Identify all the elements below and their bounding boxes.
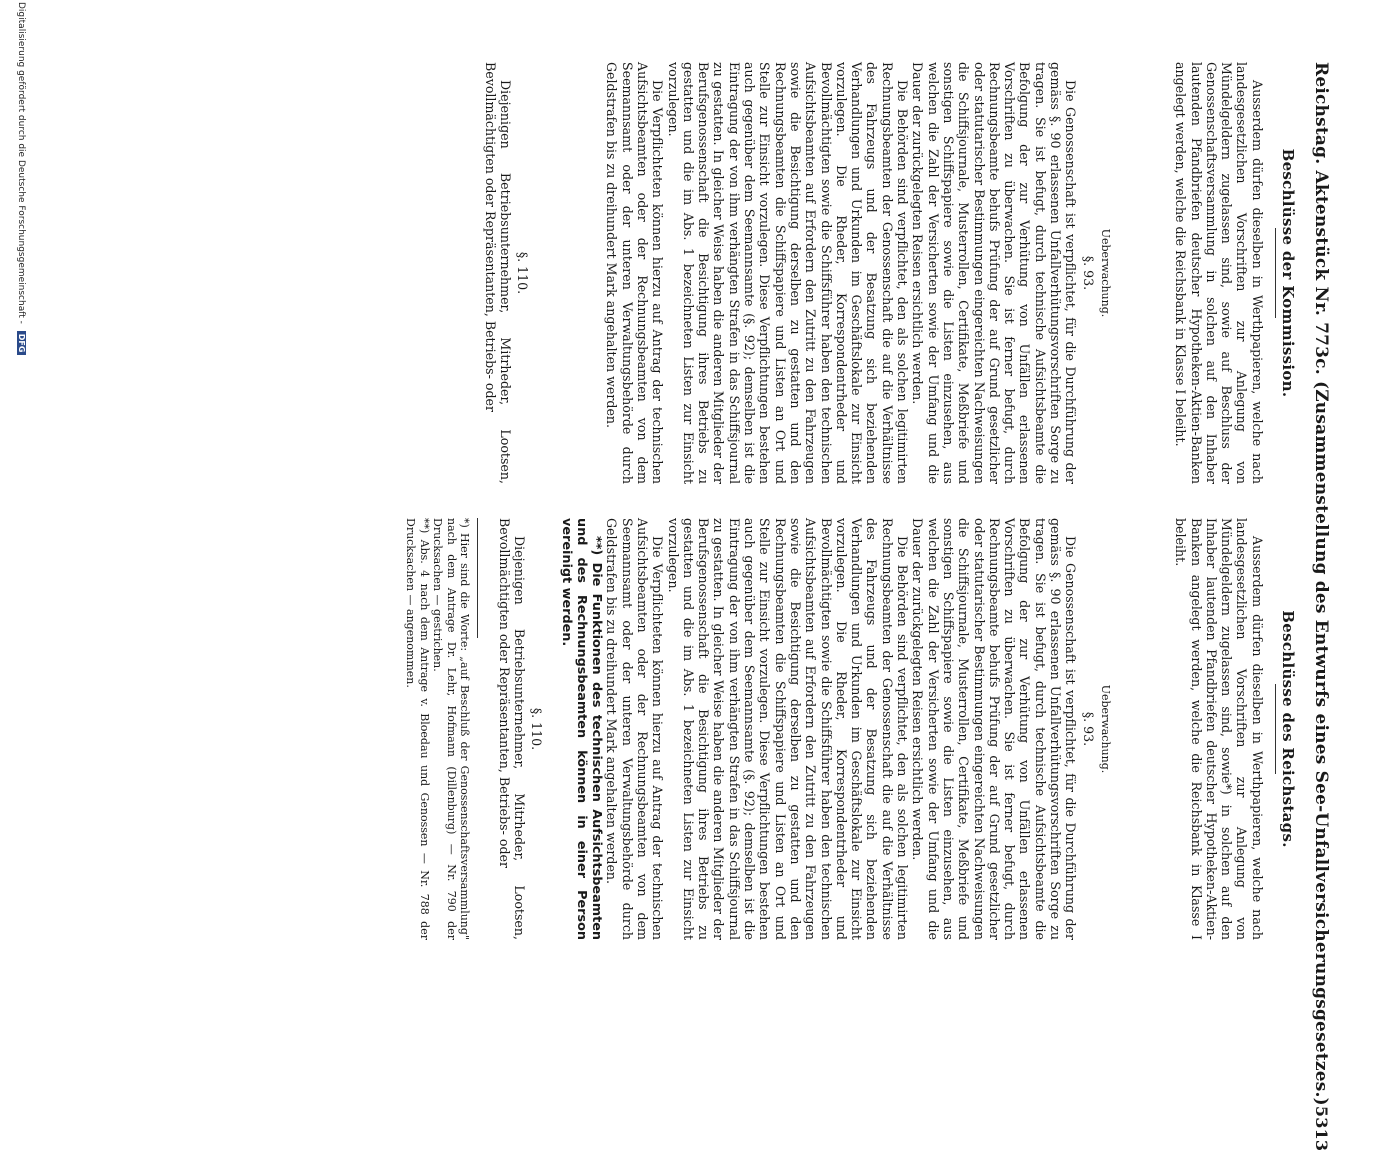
credit-text: Digitalisierung gefördert durch die Deutsche Forschungsgemeinschaft -: [16, 2, 26, 324]
running-head: [1311, 62, 1331, 1151]
footnote-1: *) Hier sind die Worte: „auf Beschluß der Genossenschaftsversammlung" nach dem Antrage Dr. Lehr, Hofmann (Dillenburg) — Nr. 790 der Drucksachen — gestrichen.: [431, 518, 472, 940]
column-heading-reichstag: Beschlüsse des Reichstags.: [1279, 610, 1297, 848]
section-number-110: §. 110.: [529, 707, 545, 751]
intro-paragraph: Ausserdem dürfen dieselben in Werthpapieren, welche nach landesgesetzlichen Vorschriften zur Anlegung von Mündelgeldern zugelassen sind, sowie auf Beschluss der Genossenschaftsversammlung in solchen auf den Inhaber lautenden Pfandbriefen deutscher Hypotheken-Aktien-Banken angelegt werden, welche die Reichsbank in Klasse I beleiht.: [1173, 62, 1265, 484]
paragraph-bold-amendment: **) Die Funktionen des technischen Aufsichtsbeamten und des Rechnungsbeamten können in einer Person vereinigt werden.: [558, 518, 605, 940]
section-label: Ueberwachung.: [1098, 228, 1112, 318]
section-number-93: §. 93.: [1080, 255, 1096, 291]
page-number: 5313: [1312, 1105, 1331, 1151]
paragraph-2: Die Behörden sind verpflichtet, den als solchen legitimirten Rechnungsbeamten der Genossenschaft die auf die Verhältnisse des Fahrzeugs und der Besatzung sich beziehenden Verhandlungen und Urkunden im Geschäftslokale zur Einsicht vorzulegen. Die Rheder, Korrespondentrheder und Bevollmächtigten sowie die Schiffsführer haben den technischen Aufsichtsbeamten auf Erfordern den Zutritt zu den Fahrzeugen sowie die Besichtigung derselben zu gestatten und den Rechnungsbeamten die Schiffspapiere und Listen an Ort und Stelle zur Einsicht vorzulegen. Diese Verpflichtungen bestehen auch gegenüber dem Seemannsamte (§. 92); demselben ist die Eintragung der von ihm verhängten Strafen in das Schiffsjournal zu gestatten. In gleicher Weise haben die anderen Mitglieder der Berufsgenossenschaft die Besichtigung ihres Betriebs zu gestatten und die im Abs. 1 bezeichneten Listen zur Einsicht vorzulegen.: [665, 518, 911, 940]
section-number-93: §. 93.: [1080, 711, 1096, 747]
heading-rule: [1275, 228, 1276, 318]
intro-paragraph: Ausserdem dürfen dieselben in Werthpapieren, welche nach landesgesetzlichen Vorschriften zur Anlegung von Mündelgeldern zugelassen sind, sowie*) in solchen auf den Inhaber lautenden Pfandbriefen deutscher Hypotheken-Aktien-Banken angelegt werden, welche die Reichsbank in Klasse I beleiht.: [1173, 518, 1265, 940]
paragraph-1: Die Genossenschaft ist verpflichtet, für die Durchführung der gemäss §. 90 erlassenen Unfallverhütungsvorschriften Sorge zu tragen. Sie ist befugt, durch technische Aufsichtsbeamte die Befolgung der zur Verhütung von Unfällen erlassenen Vorschriften zu überwachen. Sie ist ferner befugt, durch Rechnungsbeamte behufs Prüfung der auf Grund gesetzlicher oder statutarischer Bestimmungen eingereichten Nachweisungen die Schiffsjournale, Musterrollen, Certifikate, Meßbriefe und sonstigen Schiffspapiere sowie die Listen einzusehen, aus welchen die Zahl der Versicherten sowie der Umfang und die Dauer der zurückgelegten Reisen ersichtlich werden.: [910, 518, 1079, 940]
paragraph-2: Die Behörden sind verpflichtet, den als solchen legitimirten Rechnungsbeamten der Genossenschaft die auf die Verhältnisse des Fahrzeugs und der Besatzung sich beziehenden Verhandlungen und Urkunden im Geschäftslokale zur Einsicht vorzulegen. Die Rheder, Korrespondentrheder und Bevollmächtigten sowie die Schiffsführer haben den technischen Aufsichtsbeamten auf Erfordern den Zutritt zu den Fahrzeugen sowie die Besichtigung derselben zu gestatten und den Rechnungsbeamten die Schiffspapiere und Listen an Ort und Stelle zur Einsicht vorzulegen. Diese Verpflichtungen bestehen auch gegenüber dem Seemannsamte (§. 92); demselben ist die Eintragung der von ihm verhängten Strafen in das Schiffsjournal zu gestatten. In gleicher Weise haben die anderen Mitglieder der Berufsgenossenschaft die Besichtigung ihres Betriebs zu gestatten und die im Abs. 1 bezeichneten Listen zur Einsicht vorzulegen.: [665, 62, 911, 484]
two-column-body: [403, 62, 1305, 940]
column-reichstag: [403, 518, 1305, 940]
paragraph-3: Die Verpflichteten können hierzu auf Antrag der technischen Aufsichtsbeamten oder der Rechnungsbeamten von dem Seemannsamt oder der unteren Verwaltungsbehörde durch Geldstrafen bis zu dreihundert Mark angehalten werden.: [604, 518, 666, 940]
section-number-110: §. 110.: [515, 251, 531, 295]
footnotes: [403, 518, 478, 940]
heading-rule: [1275, 684, 1276, 774]
paragraph-4: Diejenigen Betriebsunternehmer, Mitrheder, Lootsen, Bevollmächtigten oder Repräsentanten, Betriebs- oder: [482, 62, 513, 484]
paragraph-1: Die Genossenschaft ist verpflichtet, für die Durchführung der gemäss §. 90 erlassenen Unfallverhütungsvorschriften Sorge zu tragen. Sie ist befugt, durch technische Aufsichtsbeamte die Befolgung der zur Verhütung von Unfällen erlassenen Vorschriften zu überwachen. Sie ist ferner befugt, durch Rechnungsbeamte behufs Prüfung der auf Grund gesetzlicher oder statutarischer Bestimmungen eingereichten Nachweisungen die Schiffsjournale, Musterrollen, Certifikate, Meßbriefe und sonstigen Schiffspapiere sowie die Listen einzusehen, aus welchen die Zahl der Versicherten sowie der Umfang und die Dauer der zurückgelegten Reisen ersichtlich werden.: [910, 62, 1079, 484]
paragraph-3: Die Verpflichteten können hierzu auf Antrag der technischen Aufsichtsbeamten oder der Rechnungsbeamten von dem Seemannsamt oder der unteren Verwaltungsbehörde durch Geldstrafen bis zu dreihundert Mark angehalten werden.: [604, 62, 666, 484]
footnote-rule: [477, 518, 478, 638]
paragraph-4: Diejenigen Betriebsunternehmer, Mitrheder, Lootsen, Bevollmächtigten oder Repräsentanten, Betriebs- oder: [496, 518, 527, 940]
footnote-2: **) Abs. 4 nach dem Antrage v. Bloedau und Genossen — Nr. 788 der Drucksachen — angenommen.: [403, 518, 431, 940]
digitization-credit: [16, 0, 26, 1002]
running-title: Reichstag. Aktenstück Nr. 773c. (Zusammenstellung des Entwurfs eines See-Unfallversicherungsgesetzes.): [1311, 62, 1331, 1106]
column-commission: [403, 62, 1305, 484]
dfg-logo: DFG: [17, 331, 26, 356]
section-label: Ueberwachung.: [1098, 684, 1112, 774]
column-heading-commission: Beschlüsse der Kommission.: [1279, 148, 1297, 398]
